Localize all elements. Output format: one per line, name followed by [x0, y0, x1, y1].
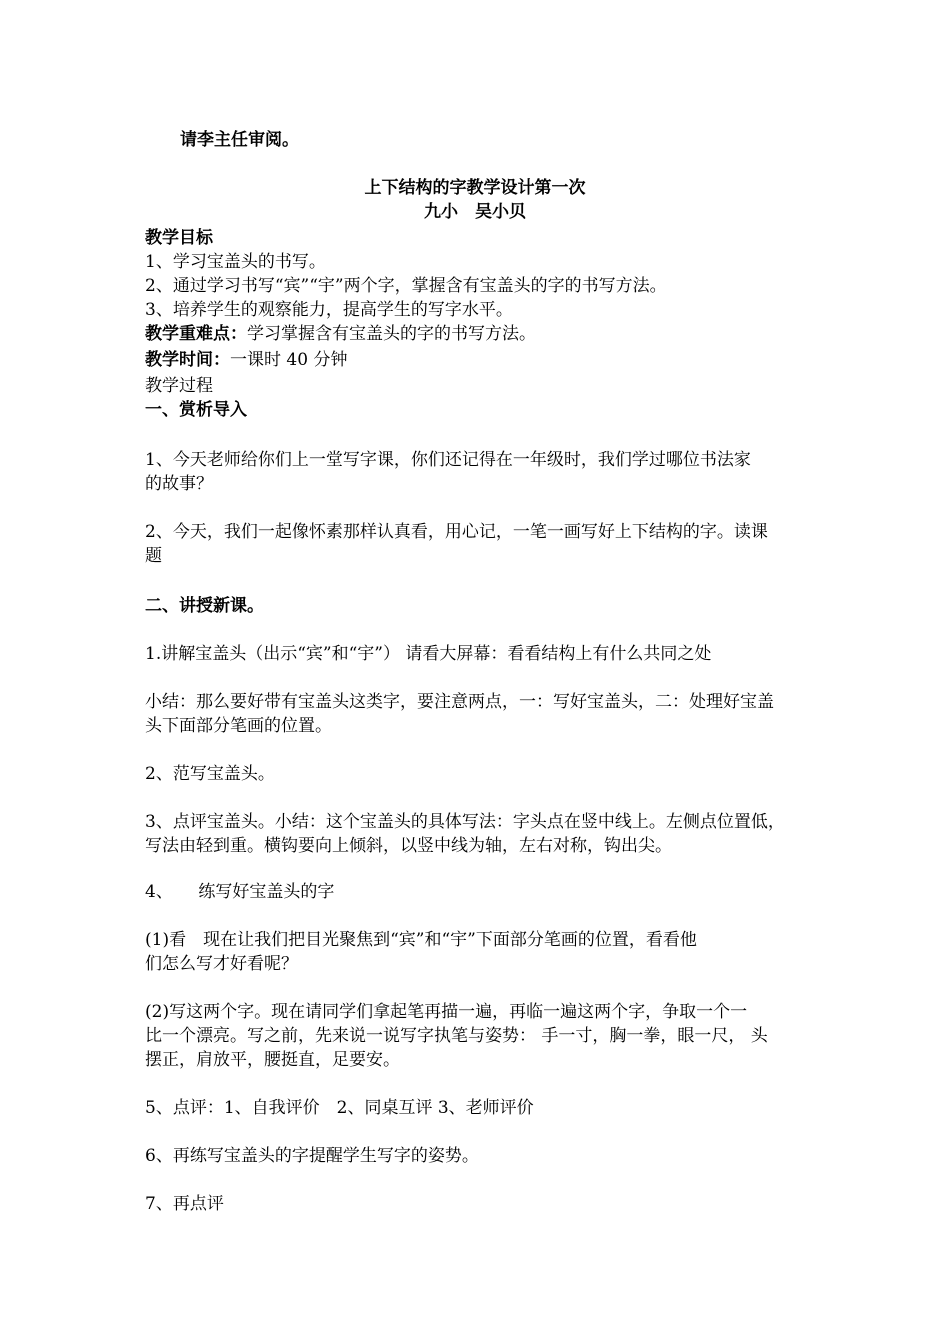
objectives-heading: 教学目标	[145, 228, 213, 248]
section1-paragraph1-line2: 的故事？	[145, 474, 213, 494]
section2-item3-line1: 3、点评宝盖头。小结：这个宝盖头的具体写法：字头点在竖中线上。左侧点位置低，	[145, 812, 785, 832]
key-point	[145, 322, 825, 346]
section2-item4a-line2: 们怎么写才好看呢？	[145, 954, 298, 974]
section2-item4: 4、 练写好宝盖头的字	[145, 882, 335, 902]
section1-heading: 一、赏析导入	[145, 400, 247, 420]
teaching-time-label: 教学时间：	[145, 350, 230, 370]
teaching-time-text: 一课时 40 分钟	[230, 350, 348, 370]
objective-item: 2、通过学习书写“宾”“宇”两个字，掌握含有宝盖头的字的书写方法。	[145, 276, 667, 296]
section2-item6: 6、再练写宝盖头的字提醒学生写字的姿势。	[145, 1146, 479, 1166]
review-note: 请李主任审阅。	[180, 130, 299, 150]
section2-summary-line2: 头下面部分笔画的位置。	[145, 716, 332, 736]
section1-paragraph1-line1: 1、今天老师给你们上一堂写字课，你们还记得在一年级时，我们学过哪位书法家	[145, 450, 751, 470]
section2-item3-line2: 写法由轻到重。横钩要向上倾斜，以竖中线为轴，左右对称，钩出尖。	[145, 836, 672, 856]
section1-paragraph2-line1: 2、今天，我们一起像怀素那样认真看，用心记，一笔一画写好上下结构的字。读课	[145, 522, 768, 542]
document-author: 九小 吴小贝	[424, 202, 526, 222]
section2-item1: 1.讲解宝盖头（出示“宾”和“宇”） 请看大屏幕：看看结构上有什么共同之处	[145, 644, 712, 664]
section2-item5: 5、点评：1、自我评价 2、同桌互评 3、老师评价	[145, 1098, 534, 1118]
process-heading: 教学过程	[145, 376, 213, 396]
section1-paragraph2-line2: 题	[145, 546, 162, 566]
section2-summary-line1: 小结：那么要好带有宝盖头这类字，要注意两点，一：写好宝盖头，二：处理好宝盖	[145, 692, 774, 712]
section2-item2: 2、范写宝盖头。	[145, 764, 275, 784]
section2-heading: 二、讲授新课。	[145, 596, 264, 616]
section2-item4b-line3: 摆正，肩放平，腰挺直，足要安。	[145, 1050, 400, 1070]
objective-item: 1、学习宝盖头的书写。	[145, 252, 326, 272]
key-point-label: 教学重难点：	[145, 324, 247, 344]
teaching-time	[145, 348, 825, 372]
key-point-text: 学习掌握含有宝盖头的字的书写方法。	[247, 324, 536, 344]
section2-item4a-line1: (1)看 现在让我们把目光聚焦到“宾”和“宇”下面部分笔画的位置，看看他	[145, 930, 697, 950]
objective-item: 3、培养学生的观察能力，提高学生的写字水平。	[145, 300, 513, 320]
section2-item7: 7、再点评	[145, 1194, 224, 1214]
section2-item4b-line2: 比一个漂亮。写之前，先来说一说写字执笔与姿势： 手一寸，胸一拳，眼一尺， 头	[145, 1026, 768, 1046]
section2-item4b-line1: (2)写这两个字。现在请同学们拿起笔再描一遍，再临一遍这两个字，争取一个一	[145, 1002, 748, 1022]
document-title: 上下结构的字教学设计第一次	[364, 178, 586, 198]
